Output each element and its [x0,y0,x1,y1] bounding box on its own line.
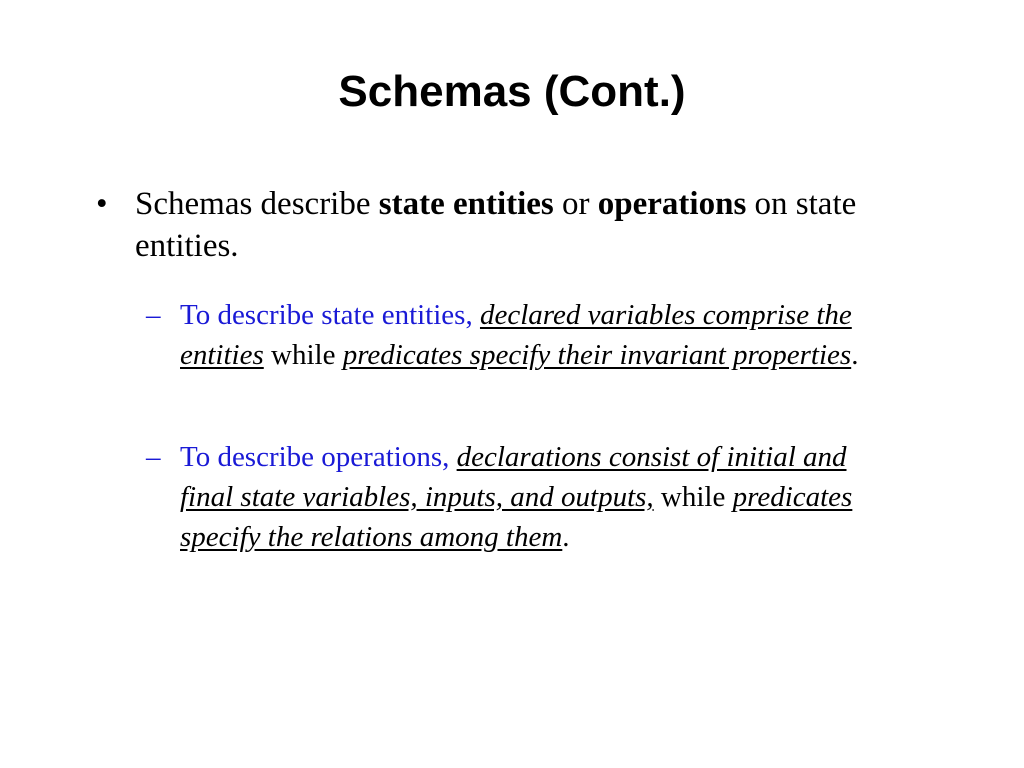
subbullet-marker: – [146,441,161,473]
subbullet-emphasis: declared variables comprise the entities [180,299,852,371]
bullet-item [96,183,886,267]
slide-title: Schemas (Cont.) [338,67,686,116]
bullet-text-part: on state entities. [135,186,857,264]
bullet-text-part: or [553,186,598,222]
subbullet-emphasis: predicates specify their invariant properties [342,339,852,371]
subbullet-emphasis: predicates specify the relations among them [180,481,853,553]
subbullet-lead: To describe operations, [180,441,457,473]
subbullet-marker: – [146,299,161,331]
bullet-text [135,183,886,267]
subbullet-connector: while [263,339,343,371]
subbullet-emphasis: declarations consist of initial and final state variables, inputs, and outputs, [180,441,847,513]
subbullet-connector: while [653,481,733,513]
subbullet-period: . [851,339,859,371]
subbullet-text [180,437,876,557]
subbullet-period: . [562,521,570,553]
bullet-text-part: Schemas describe [135,186,379,222]
bullet-bold-state-entities: state entities [378,186,554,222]
subbullet-text [180,295,876,375]
subbullet-lead: To describe state entities, [180,299,480,331]
subbullet-operations [146,437,876,557]
subbullet-state-entities [146,295,876,375]
bullet-marker: • [96,186,108,222]
bullet-bold-operations: operations [597,186,747,222]
